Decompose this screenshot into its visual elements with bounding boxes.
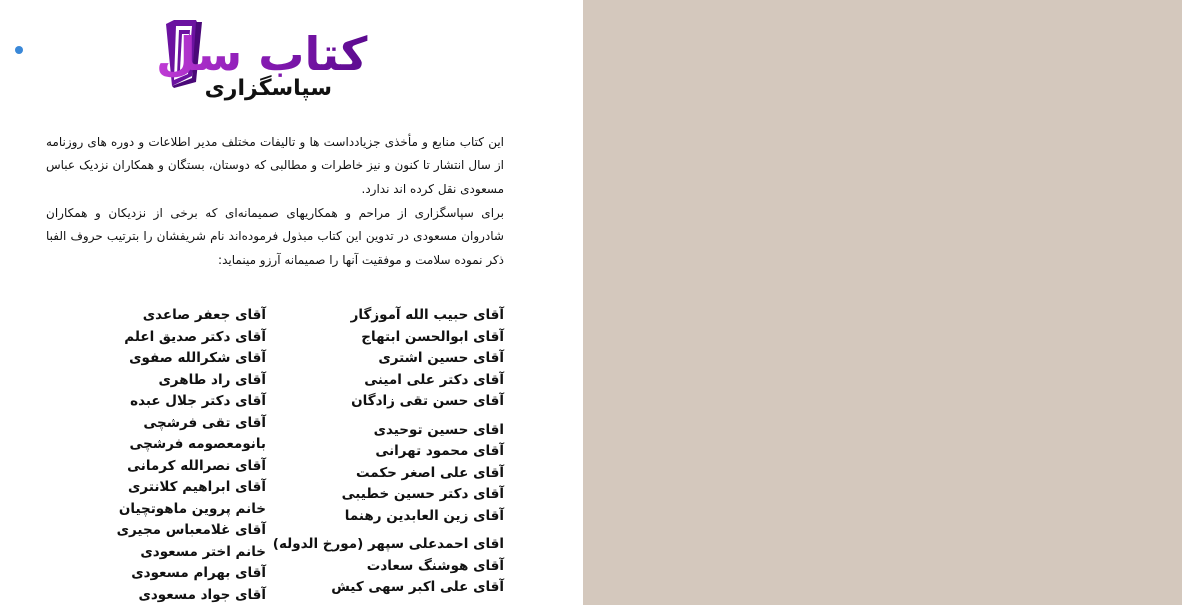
intro-paragraph: این کتاب منابع و مأخذی جزیادداست ها و تالیفات مختلف مدیر اطلاعات و دوره های روزنامه از سال انتشار تا کنون و نیز خاطرات و مطالبی که دوستان، بستگان و همکاران نزدیک عباس مسعودی نقل کرده اند ندارد. [46, 131, 504, 201]
names-column-left [117, 305, 266, 606]
name-item: آقای غلامعباس مجیری [117, 520, 266, 542]
name-group [273, 534, 504, 599]
name-item: اقای احمدعلی سپهر (مورخ الدوله) [273, 534, 504, 556]
name-item: آقای ابوالحسن ابتهاج [273, 327, 504, 349]
name-item: خانم اختر مسعودی [117, 542, 266, 564]
name-item: آقای محمود تهرانی [273, 441, 504, 463]
name-item: آقای نصرالله کرمانی [117, 456, 266, 478]
name-item: آقای حسین اشتری [273, 348, 504, 370]
name-item: آقای دکتر علی امینی [273, 370, 504, 392]
page-title: سپاسگزاری [200, 74, 332, 104]
name-item: آقای علی اکبر سهی کیش [273, 577, 504, 599]
name-item: آقای دکتر صدیق اعلم [117, 327, 266, 349]
acknowledgement-paragraph: برای سپاسگزاری از مراحم و همکاریهای صمیمانه‌ای که برخی از نزدیکان و همکاران شادروان مسعودی در تدوین این کتاب مبذول فرموده‌اند نام شریفشان را بترتیب حروف الفبا ذکر نموده سلامت و موفقیت آنها را صمیمانه آرزو مینماید: [46, 202, 504, 272]
name-item: بانومعصومه فرشچی [117, 434, 266, 456]
name-item: اقای حسین توحیدی [273, 420, 504, 442]
document-page [0, 0, 583, 605]
background-panel [583, 0, 1182, 605]
publisher-logo-text: کتاب سل [156, 27, 368, 81]
name-group [273, 305, 504, 413]
name-item: آقای هوشنگ سعادت [273, 556, 504, 578]
name-item: آقای تقی فرشچی [117, 413, 266, 435]
name-item: آقای جعفر صاعدی [117, 305, 266, 327]
names-column-right [273, 305, 504, 599]
name-group [273, 420, 504, 528]
name-item: آقای حسن تقی زادگان [273, 391, 504, 413]
publisher-logo-image [6, 18, 206, 90]
name-item: آقای بهرام مسعودی [117, 563, 266, 585]
publisher-logo [6, 18, 206, 90]
name-item: آقای زین العابدین رهنما [273, 506, 504, 528]
name-item: آقای راد طاهری [117, 370, 266, 392]
name-item: آقای جواد مسعودی [117, 585, 266, 606]
name-item: آقای حبیب الله آموزگار [273, 305, 504, 327]
name-item: آقای شکرالله صفوی [117, 348, 266, 370]
name-item: آقای دکتر جلال عبده [117, 391, 266, 413]
name-item: آقای علی اصغر حکمت [273, 463, 504, 485]
name-item: آقای ابراهیم کلانتری [117, 477, 266, 499]
name-item: خانم پروین ماهوتچیان [117, 499, 266, 521]
name-item: آقای دکتر حسین خطیبی [273, 484, 504, 506]
